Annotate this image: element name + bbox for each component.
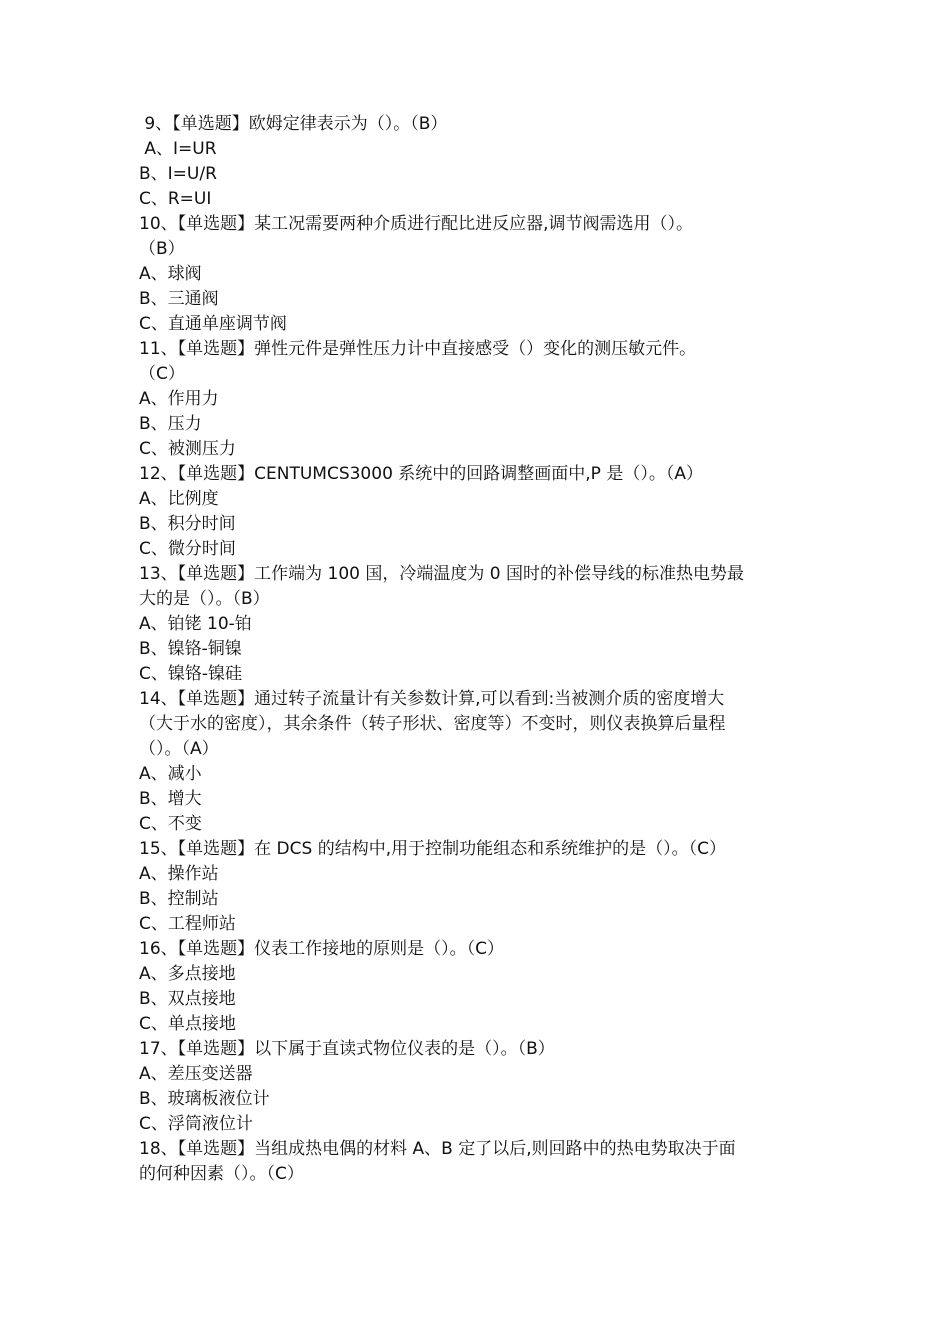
question-13-stem: 13、【单选题】工作端为 100 国，冷端温度为 0 国时的补偿导线的标准热电势最 xyxy=(139,564,745,584)
question-17-option-b: B、玻璃板液位计 xyxy=(139,1089,270,1109)
question-16-option-c: C、单点接地 xyxy=(139,1014,236,1034)
question-12-option-a: A、比例度 xyxy=(139,489,219,509)
question-16-option-b: B、双点接地 xyxy=(139,989,236,1009)
question-14-stem-continued: （大于水的密度），其余条件（转子形状、密度等）不变时，则仪表换算后量程 xyxy=(139,714,726,734)
question-15-option-a: A、操作站 xyxy=(139,864,219,884)
question-17-option-c: C、浮筒液位计 xyxy=(139,1114,253,1134)
question-15-stem: 15、【单选题】在 DCS 的结构中,用于控制功能组态和系统维护的是（）。（C） xyxy=(139,839,726,859)
question-16-option-a: A、多点接地 xyxy=(139,964,236,984)
question-11-option-c: C、被测压力 xyxy=(139,439,236,459)
question-14-option-a: A、减小 xyxy=(139,764,202,784)
question-list xyxy=(139,112,819,1187)
question-12-stem: 12、【单选题】CENTUMCS3000 系统中的回路调整画面中,P 是（）。（A） xyxy=(139,464,703,484)
question-14-stem: 14、【单选题】通过转子流量计有关参数计算,可以看到:当被测介质的密度增大 xyxy=(139,689,725,709)
question-9-stem: 9、【单选题】欧姆定律表示为（）。（B） xyxy=(139,114,448,134)
question-10-stem: 10、【单选题】某工况需要两种介质进行配比进反应器,调节阀需选用（）。 xyxy=(139,214,694,234)
question-13-stem-continued: 大的是（）。（B） xyxy=(139,589,270,609)
question-13-option-a: A、铂铑 10-铂 xyxy=(139,614,252,634)
question-16-stem: 16、【单选题】仪表工作接地的原则是（）。（C） xyxy=(139,939,505,959)
question-11-stem: 11、【单选题】弹性元件是弹性压力计中直接感受（）变化的测压敏元件。 xyxy=(139,339,697,359)
question-18-stem: 18、【单选题】当组成热电偶的材料 A、B 定了以后,则回路中的热电势取决于面 xyxy=(139,1139,736,1159)
question-9-option-a: A、I=UR xyxy=(139,139,217,159)
question-17-stem: 17、【单选题】以下属于直读式物位仪表的是（）。（B） xyxy=(139,1039,555,1059)
question-17-option-a: A、差压变送器 xyxy=(139,1064,253,1084)
question-10-answer: （B） xyxy=(139,239,185,259)
question-9-option-c: C、R=UI xyxy=(139,189,212,209)
question-11-answer: （C） xyxy=(139,364,185,384)
question-14-option-b: B、增大 xyxy=(139,789,202,809)
question-13-option-b: B、镍铬-铜镍 xyxy=(139,639,242,659)
question-15-option-c: C、工程师站 xyxy=(139,914,236,934)
question-11-option-b: B、压力 xyxy=(139,414,202,434)
question-15-option-b: B、控制站 xyxy=(139,889,219,909)
question-18-stem-continued: 的何种因素（）。（C） xyxy=(139,1164,304,1184)
question-14-option-c: C、不变 xyxy=(139,814,202,834)
question-10-option-a: A、球阀 xyxy=(139,264,202,284)
question-11-option-a: A、作用力 xyxy=(139,389,219,409)
question-10-option-c: C、直通单座调节阀 xyxy=(139,314,287,334)
question-13-option-c: C、镍铬-镍硅 xyxy=(139,664,243,684)
question-12-option-c: C、微分时间 xyxy=(139,539,236,559)
question-10-option-b: B、三通阀 xyxy=(139,289,219,309)
question-9-option-b: B、I=U/R xyxy=(139,164,217,184)
question-12-option-b: B、积分时间 xyxy=(139,514,236,534)
question-14-stem-end: （）。（A） xyxy=(139,739,219,759)
